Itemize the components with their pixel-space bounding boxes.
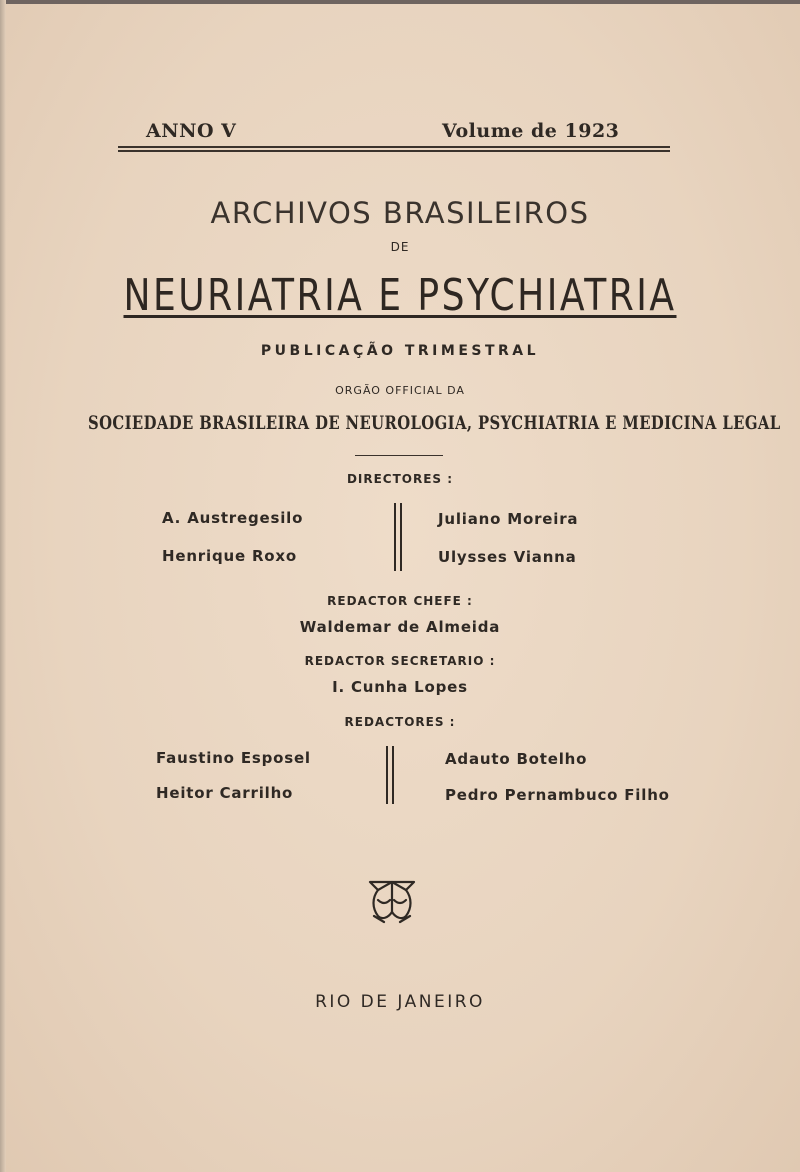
redactores-label: REDACTORES :	[344, 715, 456, 729]
director-name: Juliano Moreira	[438, 510, 579, 528]
anno-label: ANNO V	[146, 120, 237, 142]
redactor-name: Faustino Esposel	[156, 749, 311, 767]
director-name: A. Austregesilo	[162, 509, 304, 527]
redactor-chefe-label: REDACTOR CHEFE :	[327, 594, 473, 608]
redactor-secretario-label: REDACTOR SECRETARIO :	[304, 654, 496, 668]
directores-label: DIRECTORES :	[346, 472, 454, 486]
directores-separator	[394, 503, 396, 571]
title-connector: DE	[390, 240, 410, 254]
ornament-icon	[366, 876, 418, 924]
redactor-name: Adauto Botelho	[445, 750, 588, 768]
section-divider	[355, 455, 443, 456]
title-line-1: ARCHIVOS BRASILEIROS	[210, 196, 590, 230]
redactor-chefe-name: Waldemar de Almeida	[299, 618, 501, 636]
header-rule-bottom	[118, 150, 670, 152]
redactor-secretario-name: I. Cunha Lopes	[332, 678, 468, 696]
page-edge-top	[0, 0, 800, 4]
title-line-2: NEURIATRIA E PSYCHIATRIA	[123, 270, 677, 321]
publication-frequency: PUBLICAÇÃO TRIMESTRAL	[260, 343, 540, 359]
header-rule-top	[118, 146, 670, 148]
directores-separator	[400, 503, 402, 571]
redactor-name: Heitor Carrilho	[156, 784, 294, 802]
director-name: Ulysses Vianna	[438, 548, 577, 566]
publication-city: RIO DE JANEIRO	[315, 992, 485, 1012]
redactores-separator	[392, 746, 394, 804]
redactores-separator	[386, 746, 388, 804]
official-organ-label: ORGÃO OFFICIAL DA	[335, 384, 465, 397]
redactor-name: Pedro Pernambuco Filho	[445, 786, 670, 804]
volume-label: Volume de 1923	[442, 120, 620, 142]
society-name: SOCIEDADE BRASILEIRA DE NEUROLOGIA, PSYCHIATRIA E MEDICINA LEGAL	[88, 412, 781, 434]
director-name: Henrique Roxo	[162, 547, 297, 565]
